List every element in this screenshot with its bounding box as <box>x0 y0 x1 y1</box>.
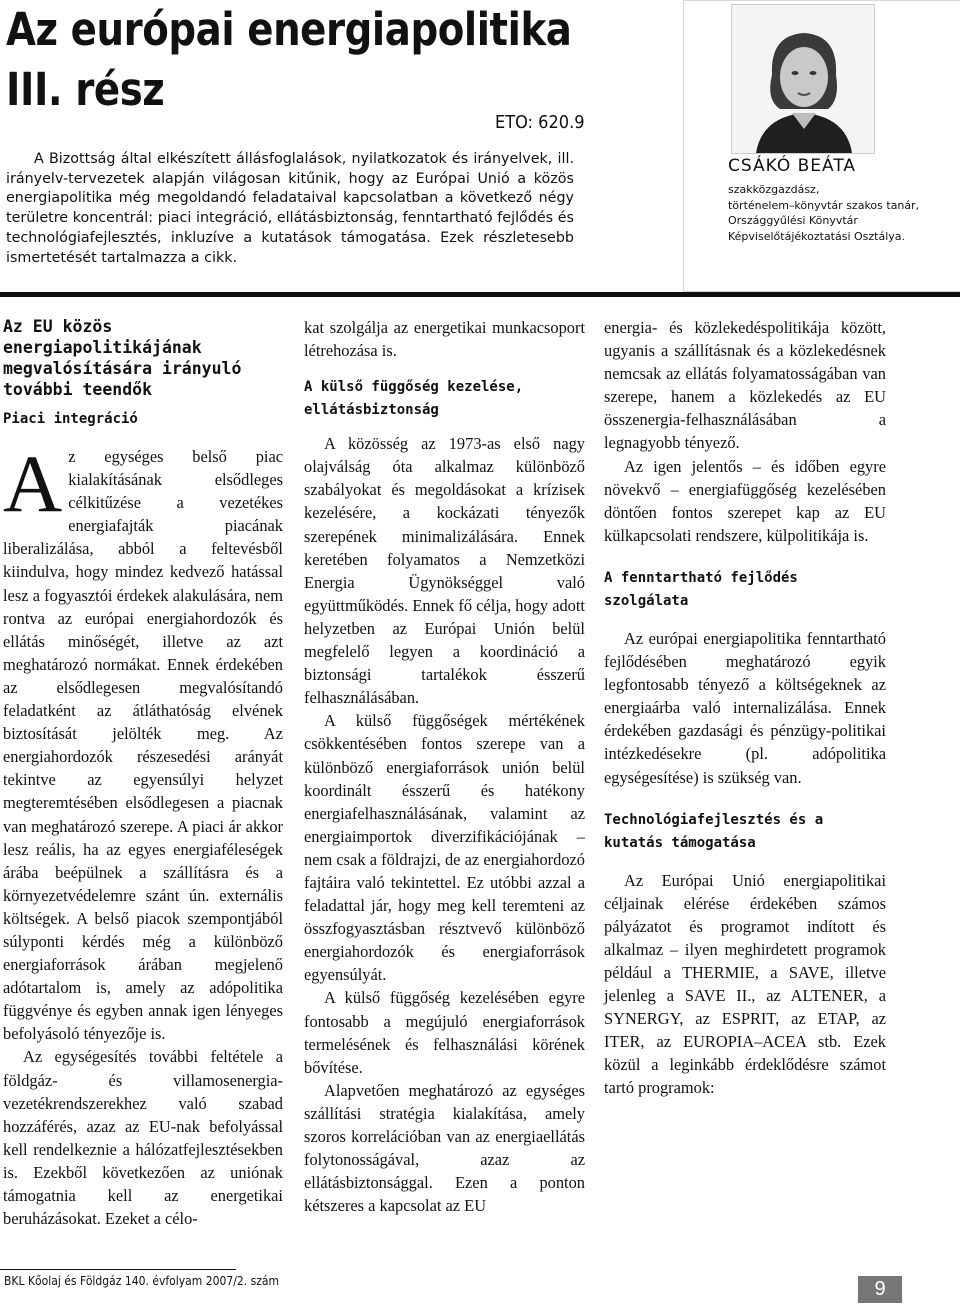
section-heading: Az EU közös energiapolitikájának megvalósítására irányuló további teendők <box>3 317 242 399</box>
article-title <box>6 0 571 120</box>
paragraph: energia- és közlekedéspolitikája között, ugyanis a szállításnak és a közlekedésnek nemcsak az ellátás folyamatosságában van szerepe, hanem a közlekedés az EU összenergia-felhasználásában a legnagyobb tényező. <box>604 318 886 453</box>
author-desc-line-2: történelem–könyvtár szakos tanár, <box>728 198 920 212</box>
paragraph-text: z egységes belső piac kialakításának elsődleges célkitűzése a vezetékes energiafajták piacának liberalizálása, abból a feltevésből kiindulva, hogy mindez kedvező hatással lesz a fogyasztói érdekek alakulására, nem rontva az európai energiahordozók és ellátás minőségét, illetve az azt meghatározó normákat. Ennek érdekében az elsődlegesen megvalósítandó feladatként az átláthatóság elvének biztosítását jelölték meg. Az energiahordozók részesedési arányát tekintve az egyensúlyi helyzet megteremtésében elsődlegesen a piacnak van meghatározó szerepe. A piaci ár akkor lesz reális, ha az egyes energiaféleségek árába beépülnek a szállításra és a környezetvédelemre szánt ún. externális költségek. A belső piacok szempontjából súlyponti kérdés még a különböző energiaforrások árában megjelenő adótartalom is, amely az adópolitika függvénye és egyben annak igen lényeges befolyásoló tényezője is. <box>3 447 283 1044</box>
footer-rule <box>0 1269 236 1270</box>
portrait-image <box>732 5 874 153</box>
author-photo <box>731 4 875 154</box>
subheading-technology-development: Technológiafejlesztés és a kutatás támogatása <box>604 811 824 851</box>
author-name: CSÁKÓ BEÁTA <box>728 156 857 176</box>
paragraph <box>3 438 283 1045</box>
title-line-1: Az európai energiapolitika <box>6 3 572 56</box>
author-desc-line-3: Országgyűlési Könyvtár <box>728 214 858 227</box>
column-3 <box>604 316 886 1100</box>
paragraph: A külső függőség kezelésében egyre fontosabb a megújuló energiaforrások termelésének és felhasználási körének bővítése. <box>304 988 585 1077</box>
paragraph: Alapvetően meghatározó az egységes szállítási stratégia kialakítása, amely szoros korrelációban van az energiaellátás folytonosságával, azaz az ellátásbiztonsággal. Ezen a ponton kétszeres a kapcsolat az EU <box>304 1080 585 1216</box>
page-number: 9 <box>858 1276 902 1303</box>
journal-footer: BKL Kőolaj és Földgáz 140. évfolyam 2007/2. szám <box>4 1274 280 1288</box>
drop-cap: A <box>3 438 63 529</box>
title-line-2: III. rész <box>6 63 165 116</box>
subheading-external-dependence: A külső függőség kezelése, ellátásbiztonság <box>304 379 524 419</box>
paragraph: A külső függőségek mértékének csökkentésében fontos szerepe van a különböző energiaforrások unión belül koordinált ésszerű és hatékony energiafelhasználásának, valamint az energiaimportok diverzifikációjának – nem csak a földrajzi, de az energiahordozó fajtáira való tekintettel. Ez utóbbi azzal a feladattal jár, hogy meg kell teremteni az összfogyasztásban résztvevő különböző energiahordozók és energiaforrások egyensúlyát. <box>304 711 585 985</box>
header-rule <box>0 292 960 297</box>
column-1 <box>3 306 283 1230</box>
subheading-market-integration: Piaci integráció <box>3 411 138 427</box>
author-desc-line-1: szakközgazdász, <box>728 183 820 196</box>
paragraph: A közösség az 1973-as első nagy olajválság óta alkalmaz különböző szabályokat és megoldásokat a krízisek kezelésére, a kockázati tényezők szerepének minimalizálására. Ennek keretében folyamatos a Nemzetközi Energia Ügynökséggel való együttműködés. Ennek fő célja, hogy adott helyzetben az Európai Unión belül megfelelő legyen a koordináció a biztonsági tartalékok ésszerű felhasználásában. <box>304 434 585 708</box>
paragraph: Az Európai Unió energiapolitikai céljainak elérése érdekében számos pályázatot és programot indított és alkalmaz – ilyen meghirdetett programok például a THERMIE, a SAVE, illetve jelenleg a SAVE II., az ALTENER, a SYNERGY, az ESPRIT, az ETAP, az ITER, az EUROPIA–ACEA stb. Ezek közül a leginkább érdeklődésre számot tartó programok: <box>604 870 886 1098</box>
subheading-sustainable-development: A fenntartható fejlődés szolgálata <box>604 569 798 609</box>
paragraph: kat szolgálja az energetikai munkacsoport létrehozása is. <box>304 318 585 361</box>
paragraph: Az európai energiapolitika fenntartható fejlődésében meghatározó egyik legfontosabb tényező a költségeknek az energiaárba való internalizálása. Ennek érdekében gazdasági és pénzügy-politikai intézkedésekre (pl. adópolitika egységesítése) is szükség van. <box>604 628 886 787</box>
author-desc-line-4: Képviselőtájékoztatási Osztálya. <box>728 229 906 243</box>
author-description <box>728 182 938 244</box>
column-2 <box>304 316 585 1217</box>
lead-paragraph: A Bizottság által elkészített állásfoglalások, nyilatkozatok és irányelvek, ill. irányelv-tervezetek alapján világosan kitűnik, hogy az Európai Unió a közös energiapolitika még megoldandó feladataival kapcsolatban a következő négy területre koncentrál: piaci integráció, ellátásbiztonság, fenntartható fejlődés és technológiafejlesztés, inkluzíve a kutatások támogatása. Ezek részletesebb ismertetését tartalmazza a cikk. <box>6 151 574 266</box>
paragraph: Az egységesítés további feltétele a földgáz- és villamosenergia-vezetékrendszerekhez való szabad hozzáférés, azaz az EU-nak befolyással kell rendelkeznie a hálózatfejlesztésekben is. Ezekből következően az uniónak támogatnia kell az energetikai beruházásokat. Ezeket a célo- <box>3 1047 283 1229</box>
eto-code: ETO: 620.9 <box>495 112 585 133</box>
paragraph: Az igen jelentős – és időben egyre növekvő – energiafüggőség kezelésében döntően fontos szerepet kap az EU külkapcsolati rendszere, külpolitikája is. <box>604 456 886 545</box>
